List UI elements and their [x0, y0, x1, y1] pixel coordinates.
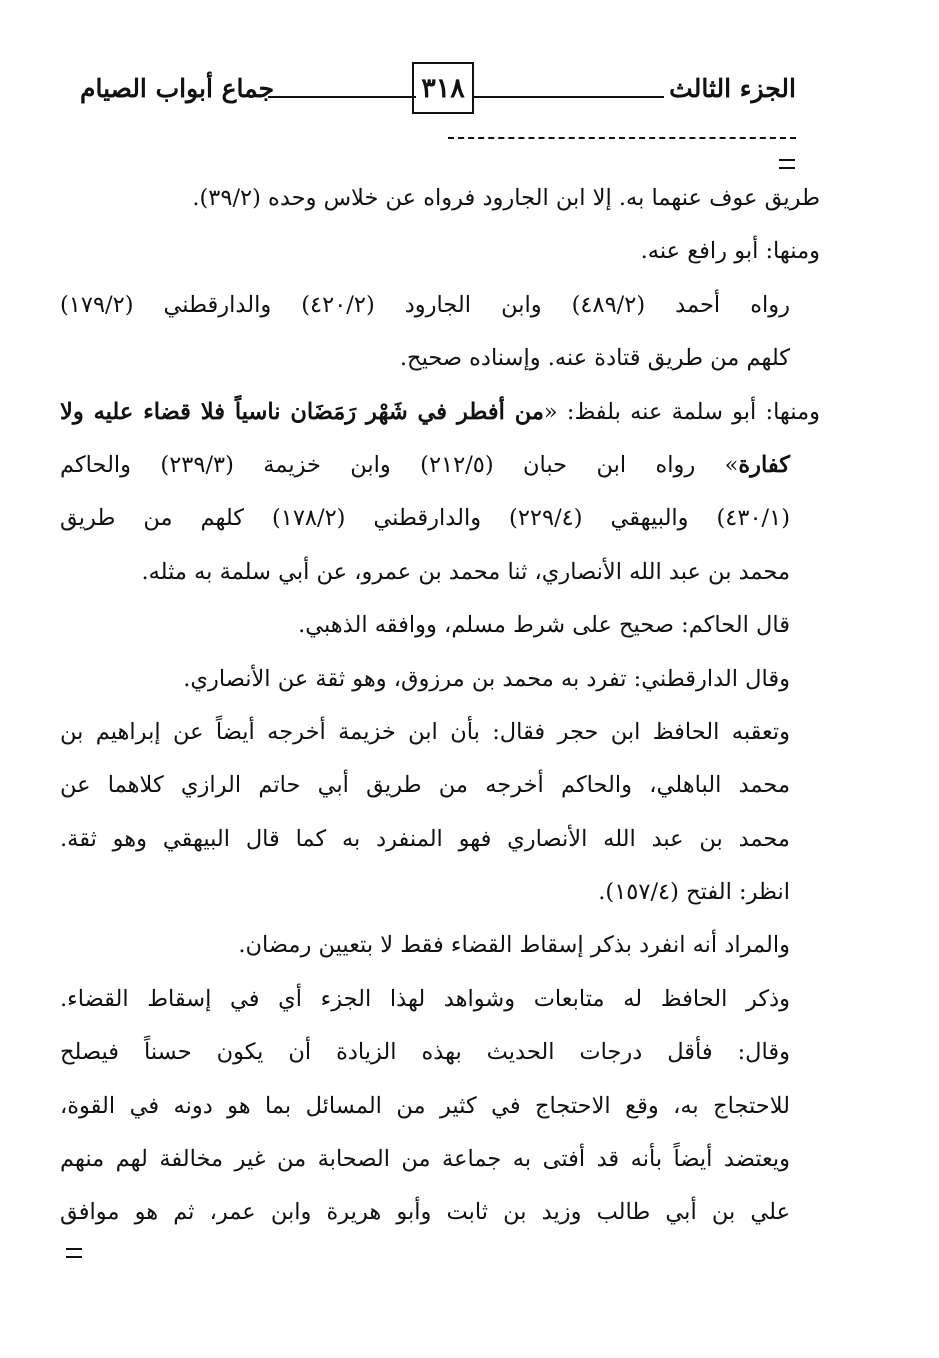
text-line: ومنها: أبو رافع عنه. — [640, 238, 820, 265]
text-line: رواه أحمد (٤٨٩/٢) وابن الجارود (٤٢٠/٢) والدارقطني (١٧٩/٢) — [60, 291, 790, 318]
text-line: طريق عوف عنهما به. إلا ابن الجارود فرواه عن خلاس وحده (٣٩/٢). — [192, 185, 820, 211]
hadith-text: من أفطر في شَهْر رَمَضَان ناسياً فلا قضاء عليه ولا — [60, 398, 544, 425]
page-number: ٣١٨ — [412, 62, 474, 114]
volume-title: الجزء الثالث — [669, 74, 796, 103]
text-line: محمد بن عبد الله الأنصاري، ثنا محمد بن عمرو، عن أبي سلمة به مثله. — [141, 558, 790, 585]
header-rule-left — [268, 96, 416, 98]
text-line: كلهم من طريق قتادة عنه. وإسناده صحيح. — [399, 345, 790, 372]
page-body — [60, 172, 820, 1240]
text-line: قال الحاكم: صحيح على شرط مسلم، ووافقه الذهبي. — [298, 612, 790, 639]
text-line: علي بن أبي طالب وزيد بن ثابت وأبو هريرة وابن عمر، ثم هو موافق — [60, 1199, 790, 1226]
text-line: (٤٣٠/١) والبيهقي (٢٢٩/٤) والدارقطني (١٧٨/٢) كلهم من طريق — [60, 505, 790, 532]
text-line: محمد بن عبد الله الأنصاري فهو المنفرد به كما قال البيهقي وهو ثقة. — [60, 825, 790, 852]
chapter-title: جماع أبواب الصيام — [80, 74, 275, 103]
text-line: وقال: فأقل درجات الحديث بهذه الزيادة أن يكون حسناً فيصلح — [60, 1039, 790, 1066]
header-dashed-separator — [448, 137, 796, 139]
text-line: كفارة» رواه ابن حبان (٢١٢/٥) وابن خزيمة (٢٣٩/٣) والحاكم — [60, 451, 790, 478]
text-line: وقال الدارقطني: تفرد به محمد بن مرزوق، وهو ثقة عن الأنصاري. — [183, 665, 790, 692]
page-header — [78, 62, 800, 122]
text-line: انظر: الفتح (١٥٧/٤). — [598, 879, 790, 906]
text-line: ومنها: أبو سلمة عنه بلفظ: «من أفطر في شَهْر رَمَضَان ناسياً فلا قضاء عليه ولا — [60, 398, 820, 425]
continuation-mark-top — [779, 159, 795, 169]
text-line: ويعتضد أيضاً بأنه قد أفتى به جماعة من الصحابة من غير مخالفة لهم منهم — [60, 1146, 790, 1173]
text-line: للاحتجاج به، وقع الاحتجاج في كثير من المسائل بما هو دونه في القوة، — [60, 1092, 790, 1119]
hadith-text: كفارة — [738, 451, 790, 478]
text-line: محمد الباهلي، والحاكم أخرجه من طريق أبي حاتم الرازي كلاهما عن — [60, 772, 790, 799]
text-line: وتعقبه الحافظ ابن حجر فقال: بأن ابن خزيمة أخرجه أيضاً عن إبراهيم بن — [60, 718, 790, 745]
continuation-mark-bottom — [66, 1248, 82, 1258]
text-line: والمراد أنه انفرد بذكر إسقاط القضاء فقط لا بتعيين رمضان. — [238, 932, 790, 959]
text-line: وذكر الحافظ له متابعات وشواهد لهذا الجزء أي في إسقاط القضاء. — [60, 985, 790, 1012]
header-rule-right — [474, 96, 664, 98]
